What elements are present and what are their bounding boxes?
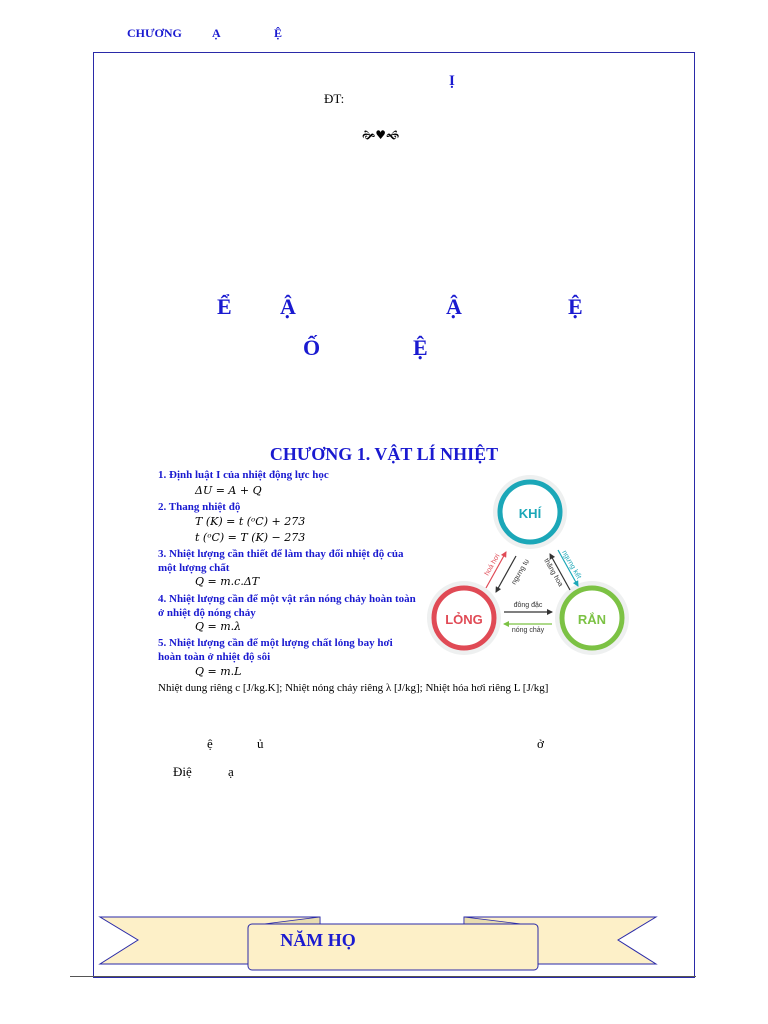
cover-line1: Ị <box>449 73 455 89</box>
gas-node <box>493 475 567 549</box>
item-2-heading: 2. Thang nhiệt độ <box>158 501 241 513</box>
item-5-formula: Q = m.L <box>195 665 242 678</box>
header-chapter: CHƯƠNG <box>127 26 182 40</box>
solid-node <box>555 581 629 655</box>
footer-a-glyph-2: ủ <box>257 736 264 751</box>
title-glyph-5: Ố <box>303 335 321 360</box>
footer-b-glyph-1: Điệ <box>173 764 192 779</box>
header-glyph-1: Ạ <box>212 26 221 40</box>
item-4-heading: 4. Nhiệt lượng cần để một vật rắn nóng chảy hoàn toàn ở nhiệt độ nóng chảy <box>158 593 416 619</box>
item-3-heading: 3. Nhiệt lượng cần thiết để làm thay đổi nhiệt độ của một lượng chất <box>158 548 404 574</box>
deposit-label: ngưng kết <box>560 549 583 581</box>
item-4-formula: Q = m.λ <box>195 620 242 633</box>
melt-label: nóng chảy <box>511 627 545 634</box>
units-note: Nhiệt dung riêng c [J/kg.K]; Nhiệt nóng chảy riêng λ [J/kg]; Nhiệt hóa hơi riêng L [J/kg] <box>158 682 549 694</box>
item-1-heading: 1. Định luật I của nhiệt động lực học <box>158 469 329 481</box>
title-glyph-3: Ậ <box>446 294 462 319</box>
sublimate-label: thăng hoa <box>542 557 564 588</box>
title-glyph-2: Ậ <box>280 294 296 319</box>
item-5-heading: 5. Nhiệt lượng cần để một lượng chất lỏng bay hơi hoàn toàn ở nhiệt độ sôi <box>158 637 393 663</box>
ornament-icon: 🙞♥🙜 <box>362 128 400 142</box>
title-glyph-4: Ệ <box>568 294 583 319</box>
gas-label: KHÍ <box>518 506 542 521</box>
item-2-formula-a: T (K) = t (ᵒC) + 273 <box>195 515 306 528</box>
title-glyph-6: Ệ <box>413 335 428 360</box>
footer-a-glyph-3: ở <box>537 736 544 751</box>
bottom-rule <box>70 976 696 977</box>
header-glyph-2: Ệ <box>274 26 283 40</box>
footer-a-glyph-1: ệ <box>207 736 213 751</box>
footer-b-glyph-2: ạ <box>228 764 234 779</box>
item-3-formula: Q = m.c.ΔT <box>195 575 260 588</box>
condense-arrow <box>496 556 516 592</box>
solid-label: RẮN <box>577 612 607 627</box>
item-1-formula: ΔU = A + Q <box>195 484 262 497</box>
liquid-label: LỎNG <box>445 612 483 627</box>
freeze-label: đông đặc <box>513 602 543 609</box>
chapter-title: CHƯƠNG 1. VẬT LÍ NHIỆT <box>269 444 499 464</box>
liquid-node <box>427 581 501 655</box>
vaporize-label: hoá hơi <box>483 552 502 577</box>
year-label: NĂM HỌ <box>280 930 356 950</box>
condense-label: ngưng tụ <box>510 558 531 586</box>
phase-diagram <box>420 472 636 664</box>
title-glyph-1: Ể <box>217 294 232 319</box>
phone-label: ĐT: <box>324 91 345 106</box>
item-2-formula-b: t (ᵒC) = T (K) − 273 <box>195 531 306 544</box>
